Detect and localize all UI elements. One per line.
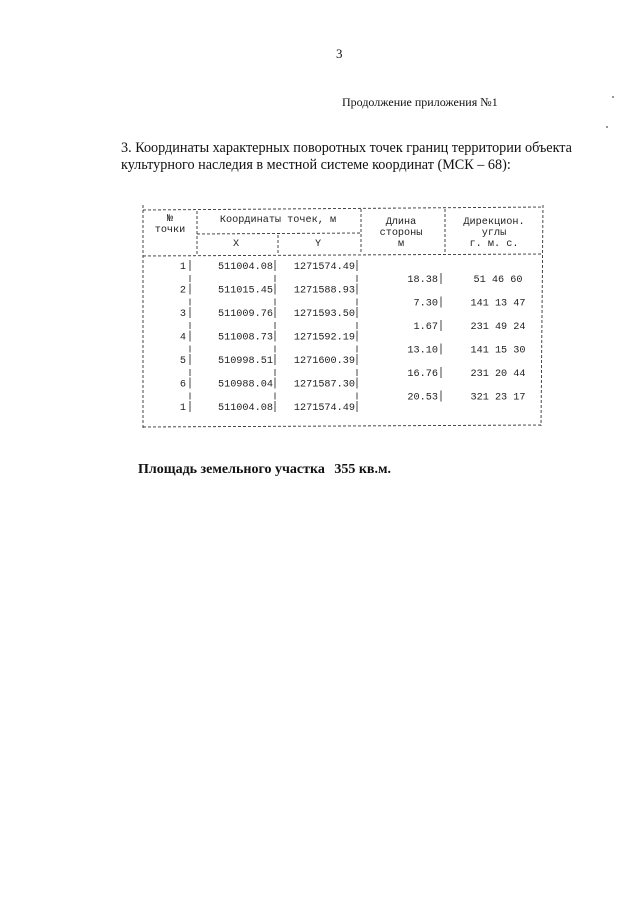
header-length-2: стороны (379, 228, 423, 239)
header-num-2: точки (154, 225, 186, 236)
point-number: 5 (179, 356, 186, 367)
page-number: 3 (336, 46, 343, 61)
point-number: 4 (179, 332, 186, 344)
area-value: 355 кв.м. (334, 462, 391, 477)
side-length: 7.30 (413, 298, 438, 310)
point-number: 2 (179, 285, 186, 297)
direction-angle: 321 23 17 (470, 392, 526, 404)
appendix-note: Продолжение приложения №1 (342, 95, 498, 109)
point-y: 1271587.30 (293, 379, 355, 391)
point-y: 1271574.49 (293, 262, 355, 273)
point-x: 511009.76 (217, 309, 273, 320)
point-x: 511004.08 (217, 262, 273, 273)
header-y: Y (314, 239, 322, 250)
direction-angle: 231 49 24 (470, 322, 526, 333)
side-length: 13.10 (407, 345, 438, 357)
header-length-3: м (397, 239, 405, 250)
header-angle-3: г. м. с. (469, 239, 519, 250)
header-angle-2: углы (481, 228, 507, 239)
point-y: 1271588.93 (293, 285, 355, 297)
header-angle-1: Дирекцион. (463, 217, 525, 228)
heading-line-2: культурного наследия в местной системе координат (МСК – 68): (121, 157, 511, 173)
point-number: 6 (179, 379, 186, 391)
area-statement (138, 462, 391, 478)
point-number: 3 (179, 309, 186, 320)
table-header (155, 214, 525, 250)
heading-line-1: 3. Координаты характерных поворотных точек границ территории объекта (121, 140, 572, 156)
point-x: 511004.08 (217, 403, 273, 414)
point-y: 1271600.39 (293, 356, 355, 367)
point-number: 1 (179, 403, 186, 414)
side-length: 20.53 (407, 392, 438, 404)
side-length: 1.67 (413, 322, 438, 333)
header-length-1: Длина (385, 217, 417, 228)
header-num-1: № (166, 214, 174, 225)
direction-angle: 51 46 60 (473, 275, 523, 286)
header-x: X (232, 239, 240, 250)
point-x: 510988.04 (217, 379, 273, 391)
point-x: 510998.51 (217, 356, 273, 367)
side-length: 16.76 (407, 369, 438, 380)
point-y: 1271592.19 (293, 332, 355, 344)
header-coords: Координаты точек, м (219, 215, 337, 226)
side-length: 18.38 (407, 275, 438, 286)
direction-angle: 141 15 30 (470, 345, 526, 357)
point-y: 1271574.49 (293, 403, 355, 414)
point-number: 1 (179, 262, 186, 273)
direction-angle: 231 20 44 (470, 369, 526, 380)
area-label: Площадь земельного участка (138, 462, 325, 477)
point-x: 511008.73 (217, 332, 273, 344)
point-x: 511015.45 (217, 285, 273, 297)
direction-angle: 141 13 47 (470, 298, 526, 310)
point-y: 1271593.50 (293, 309, 355, 320)
